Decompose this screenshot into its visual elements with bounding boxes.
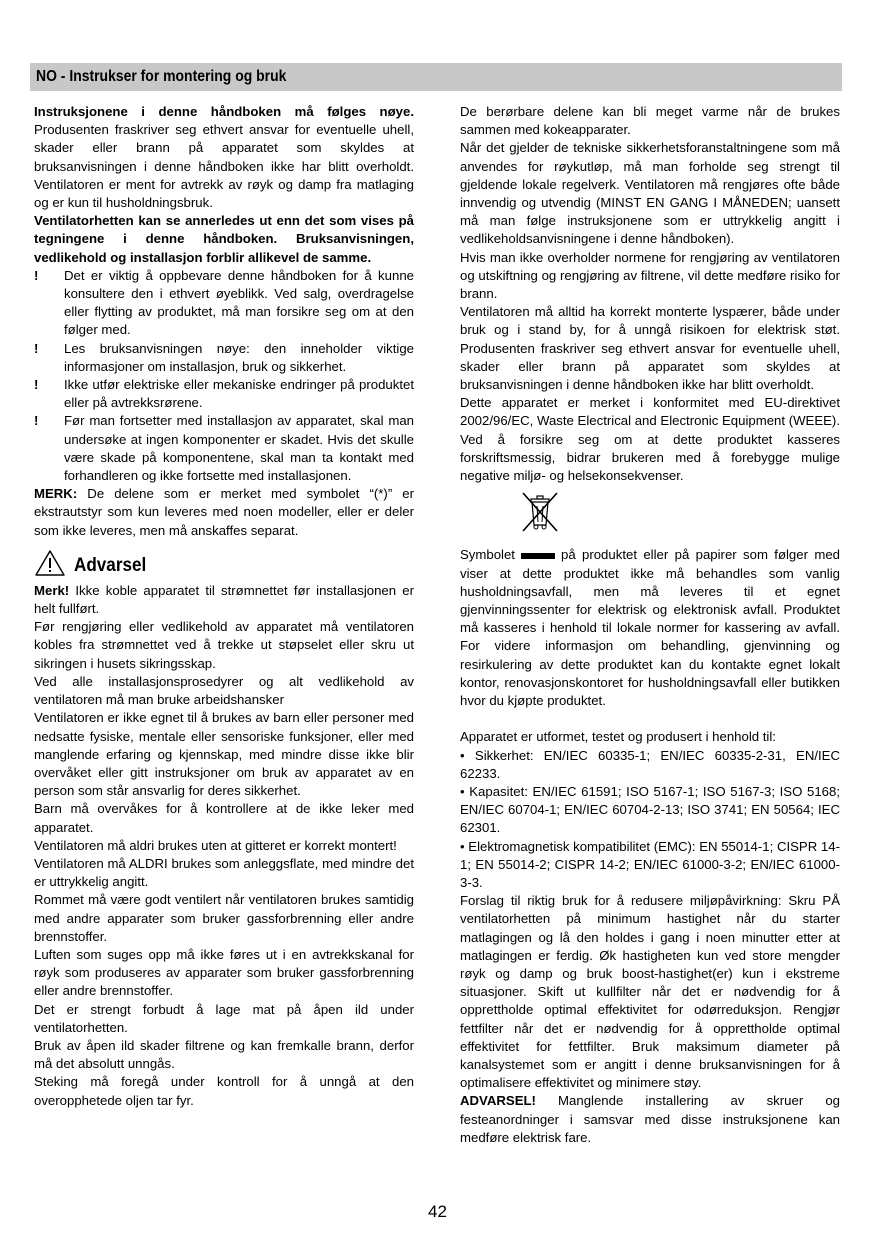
exclamation-mark: !: [34, 340, 39, 356]
warning-paragraph: Barn må overvåkes for å kontrollere at de ikke leker med apparatet.: [34, 801, 414, 835]
warning-paragraph: Ventilatoren må aldri brukes uten at gitteret er korrekt montert!: [34, 837, 397, 853]
black-bar-symbol-icon: [521, 553, 555, 559]
bullet-item: [34, 340, 414, 376]
weee-symbol-wrapper: [460, 489, 620, 538]
exclamation-mark: !: [34, 413, 39, 429]
warning-paragraph: Steking må foregå under kontroll for å unngå at den overopphetede oljen tar fyr.: [34, 1074, 414, 1108]
warning-paragraph: Ventilatoren er ikke egnet til å brukes av barn eller personer med nedsatte fysiske, mentale eller sensoriske funksjoner, eller med manglende erfaring og kjennskap, med mindre disse ikke blir overvåket eller gitt instruksjoner om bruk av apparatet av en person som står ansvarlig for deres sikkerhet.: [34, 710, 414, 799]
warning-paragraph: Rommet må være godt ventilert når ventilatoren brukes samtidig med andre apparater som bruker gassforbrenning eller andre brennstoffer.: [34, 892, 414, 944]
warning-paragraph: Luften som suges opp må ikke føres ut i en avtrekkskanal for røyk som produseres av apparater som bruker gassforbrenning eller andre brennstoffer.: [34, 946, 414, 999]
exclamation-mark: !: [34, 267, 39, 283]
warning-paragraph: Ventilatoren må ALDRI brukes som anleggsflate, med mindre det er uttrykkelig angitt.: [34, 855, 414, 890]
safety-paragraph: Ventilatoren må alltid ha korrekt monterte lyspærer, både under bruk og i stand by, for å unngå risikoen for elektrisk støt. Produsenten fraskriver seg ethvert ansvar for eventuelle uhell, skader eller brann på apparatet som skyldes at bruksanvisningen i denne håndboken ikke har blitt overholdt.: [460, 304, 840, 393]
section-title: NO - Instrukser for montering og bruk: [36, 68, 287, 85]
symbol-prefix: Symbolet: [460, 547, 515, 563]
symbol-text: på produktet eller på papirer som følger med viser at dette produktet ikke må behandles som vanlig husholdningsavfall, men må leveres til et egnet gjenvinningssenter for elektrisk og elektronisk avfall. Produktet må kasseres i henhold til lokale normer for kassering av avfall. For videre informasjon om behandling, gjenvinning og resirkulering av dette produktet kan du kontakte egnet lokalt kontor, renovasjonskontoret for husholdningsavfall eller butikken hvor du kjøpte produktet.: [460, 547, 840, 709]
bullet-item: [34, 267, 414, 340]
safety-paragraph: De berørbare delene kan bli meget varme når de brukes sammen med kokeapparater.: [460, 104, 840, 138]
warning-paragraph: Det er strengt forbudt å lage mat på åpen ild under ventilatorhetten.: [34, 1001, 414, 1035]
bullet-text: Les bruksanvisningen nøye: den inneholder viktige informasjoner om installasjon, bruk og sikkerhet.: [64, 340, 414, 374]
advarsel-label: ADVARSEL!: [460, 1093, 536, 1109]
bullet-text: Før man fortsetter med installasjon av apparatet, skal man undersøke at ingen komponenter er skadet. Hvis det skulle være skade på komponentene, skal man ta kontakt med forhandleren og ikke fortsette med installasjonen.: [64, 413, 414, 484]
warning-heading: [34, 550, 414, 582]
bullet-item: [34, 376, 414, 412]
warning-paragraph: Ved alle installasjonsprosedyrer og alt vedlikehold av ventilatoren må man bruke arbeidshansker: [34, 673, 414, 708]
crossed-out-bin-icon: [519, 489, 561, 538]
merk-paragraph: [34, 485, 414, 540]
merk-label: MERK:: [34, 486, 78, 502]
warning-merk-text: Ikke koble apparatet til strømnettet før installasjonen er helt fullført.: [34, 582, 414, 617]
compliance-intro: Apparatet er utformet, testet og produsert i henhold til:: [460, 729, 776, 745]
warning-paragraph: Bruk av åpen ild skader filtrene og kan fremkalle brann, derfor må det absolutt unngås.: [34, 1037, 414, 1072]
advarsel-text: Manglende installering av skruer og festeanordninger i samsvar med disse instruksjonene kan medføre elektrisk fare.: [460, 1093, 840, 1145]
exclamation-mark: !: [34, 377, 39, 393]
page-number: 42: [428, 1202, 447, 1221]
right-column: [460, 103, 840, 1147]
warning-merk-label: Merk!: [34, 582, 70, 598]
intro-text: Produsenten fraskriver seg ethvert ansvar for eventuelle uhell, skader eller brann på apparatet som skyldes at bruksanvisningen i denne håndboken ikke har blitt overholdt. Ventilatoren er ment for avtrekk av røyk og damp fra matlaging og er kun til husholdningsbruk.: [34, 122, 414, 211]
symbol-paragraph: [460, 546, 840, 710]
weee-paragraph: Dette apparatet er merket i konformitet med EU-direktivet 2002/96/EC, Waste Electrical and Electronic Equipment (WEEE). Ved å forsikre seg om at dette produktet kasseres forskriftsmessig, bidrar brukeren med å forebygge mulige negative miljø- og helsekonsekvenser.: [460, 395, 840, 484]
compliance-item: • Kapasitet: EN/IEC 61591; ISO 5167-1; ISO 5167-3; ISO 5168; EN/IEC 60704-1; EN/IEC 60704-2-13; ISO 3741; EN 50564; IEC 62301.: [460, 783, 840, 836]
spacer: [460, 710, 840, 728]
bullet-text: Det er viktig å oppbevare denne håndboken for å kunne konsultere den i ethvert øyeblikk. Ved salg, overdragelse eller flytting av produktet, må man forsikre seg om at den følger med.: [64, 267, 414, 338]
left-column: [34, 103, 414, 1110]
section-header-bar: [30, 63, 842, 91]
advarsel-paragraph: [460, 1092, 840, 1147]
merk-text: De delene som er merket med symbolet “(*)” er ekstrautstyr som kun leveres med noen modeller, eller er deler som ikke leveres, men må anskaffes separat.: [34, 486, 414, 538]
warning-title: Advarsel: [74, 554, 147, 576]
bullet-text: Ikke utfør elektriske eller mekaniske endringer på produktet eller på avtrekksrørene.: [64, 377, 414, 411]
warning-merk-paragraph: [34, 582, 414, 618]
intro-bold-text: Instruksjonene i denne håndboken må følges nøye.: [34, 104, 414, 119]
warning-triangle-icon: [34, 549, 66, 582]
compliance-item: • Sikkerhet: EN/IEC 60335-1; EN/IEC 60335-2-31, EN/IEC 62233.: [460, 747, 840, 781]
safety-paragraph: Hvis man ikke overholder normene for rengjøring av ventilatoren og utskiftning og rengjøring av filtrene, vil dette medføre risiko for brann.: [460, 249, 840, 302]
warning-paragraph: Før rengjøring eller vedlikehold av apparatet må ventilatoren kobles fra strømnettet ved å trekke ut støpselet eller skru ut sikringen i husets sikringsskap.: [34, 619, 414, 671]
usage-paragraph: Forslag til riktig bruk for å redusere miljøpåvirkning: Skru PÅ ventilatorhetten på minimum hastighet når du starter matlagingen og lå den holdes i gang i noen minutter etter at matlagingen er ferdig. Øk hastigheten kun ved store mengder røyk og damp og bruk boost-hastighet(er) kun i ekstreme situasjoner. Skift ut kullfilter når det er nødvendig for å opprettholde optimal effektivitet for odørreduksjon. Rengjør fettfilter når det er nødvendig for å opprettholde optimal effektivitet for fettfilter. Bruk maksimum diameter på kanalsystemet som er angitt i denne bruksanvisningen for å optimalisere effektivitet og minimere støy.: [460, 893, 840, 1091]
compliance-item: • Elektromagnetisk kompatibilitet (EMC): EN 55014-1; CISPR 14-1; EN 55014-2; CISPR 14-2; EN/IEC 61000-3-2; EN/IEC 61000-3-3.: [460, 838, 840, 890]
safety-paragraph: Når det gjelder de tekniske sikkerhetsforanstaltningene som må anvendes for røykutløp, må man forholde seg strengt til gjeldende lokale regelverk. Ventilatoren må rengjøres ofte både innvendig og utvendig (MINST EN GANG I MÅNEDEN; uansett må man følge instruksjonene som er uttrykkelig angitt i vedlikeholdsanvisningene i denne håndboken).: [460, 140, 840, 247]
intro-paragraph: [34, 103, 414, 212]
notice-bold-paragraph: Ventilatorhetten kan se annerledes ut enn det som vises på tegningene i denne håndboken. Bruksanvisningen, vedlikehold og installasjon forblir allikevel de samme.: [34, 213, 414, 265]
bullet-item: [34, 412, 414, 485]
